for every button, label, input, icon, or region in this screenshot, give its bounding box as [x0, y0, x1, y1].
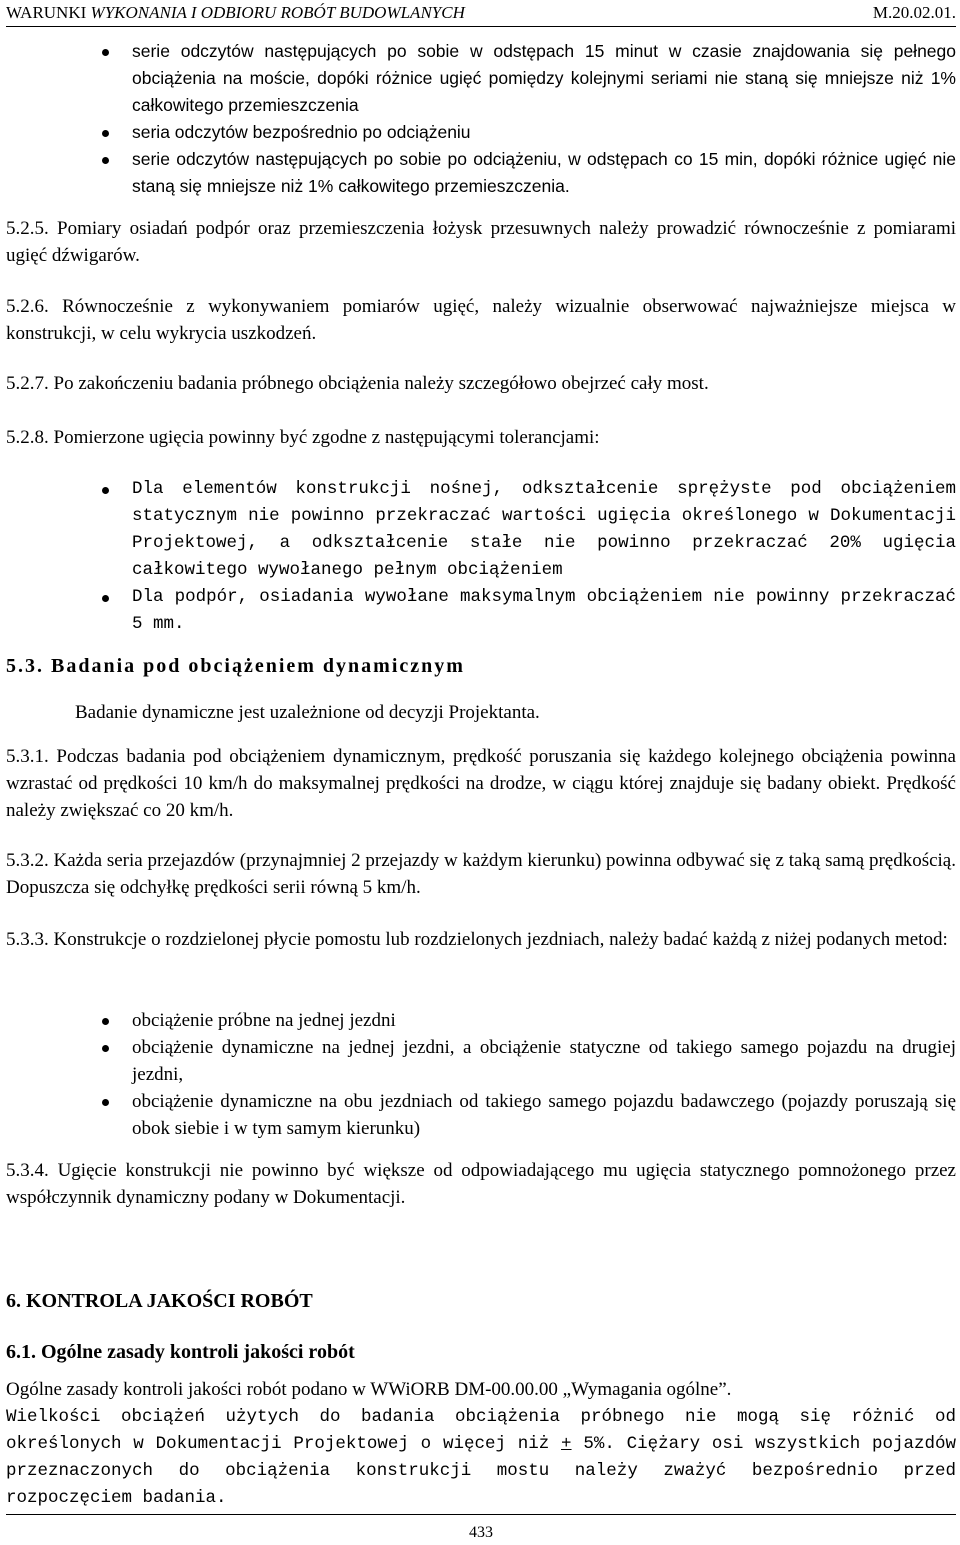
- header-title-main: WARUNKI: [6, 3, 87, 22]
- page-footer: [6, 1514, 956, 1545]
- bullet-list-readings: [96, 38, 956, 200]
- list-item: obciążenie dynamiczne na jednej jezdni, a obciążenie statyczne od takiego samego pojazdu na drugiej jezdni,: [96, 1034, 956, 1088]
- paragraph-5-3-4: 5.3.4. Ugięcie konstrukcji nie powinno być większe od odpowiadającego mu ugięcia statycznego pomnożonego przez współczynnik dynamiczny podany w Dokumentacji.: [6, 1160, 956, 1208]
- page-number: 433: [469, 1524, 493, 1541]
- loads-text-part-2: 5%. Ciężary osi wszystkich pojazdów przeznaczonych do obciążenia konstrukcji mostu należy zważyć bezpośrednio przed rozpoczęciem badania.: [6, 1434, 956, 1508]
- paragraph-5-2-5: 5.2.5. Pomiary osiadań podpór oraz przemieszczenia łożysk przesuwnych należy prowadzić równocześnie z pomiarami ugięć dźwigarów.: [6, 218, 956, 266]
- bullet-list-tolerances: [96, 476, 956, 638]
- section-heading-6: 6. KONTROLA JAKOŚCI ROBÓT: [6, 1290, 313, 1312]
- list-item: obciążenie dynamiczne na obu jezdniach od takiego samego pojazdu badawczego (pojazdy poruszają się obok siebie i w tym samym kierunku): [96, 1088, 956, 1142]
- paragraph-5-3-1: 5.3.1. Podczas badania pod obciążeniem dynamicznym, prędkość poruszania się każdego kolejnego obciążenia powinna wzrastać od prędkości 10 km/h do maksymalnej prędkości na drodze, w ciągu której znajduje się badany obiekt. Prędkość należy zwiększać co 20 km/h.: [6, 746, 956, 821]
- page-header: [6, 2, 956, 27]
- list-item: serie odczytów następujących po sobie w odstępach 15 minut w czasie znajdowania się pełnego obciążenia na moście, dopóki różnice ugięć pomiędzy kolejnymi seriami nie staną się mniejsze niż 1% całkowitego przemieszczenia: [96, 38, 956, 119]
- list-item: Dla elementów konstrukcji nośnej, odkształcenie sprężyste pod obciążeniem statycznym nie powinno przekraczać wartości ugięcia określonego w Dokumentacji Projektowej, a odkształcenie stałe nie powinno przekraczać 20% ugięcia całkowitego wywołanego pełnym obciążeniem: [96, 476, 956, 584]
- paragraph-5-3-3: 5.3.3. Konstrukcje o rozdzielonej płycie pomostu lub rozdzielonych jezdniach, należy badać każdą z niżej podanych metod:: [6, 929, 948, 950]
- paragraph-5-3-2: 5.3.2. Każda seria przejazdów (przynajmniej 2 przejazdy w każdym kierunku) powinna odbywać się z taką samą prędkością. Dopuszcza się odchyłkę prędkości serii równą 5 km/h.: [6, 850, 956, 898]
- section-heading-5-3: 5.3. Badania pod obciążeniem dynamicznym: [6, 655, 465, 677]
- header-code: M.20.02.01.: [872, 3, 956, 22]
- list-item: obciążenie próbne na jednej jezdni: [96, 1007, 956, 1034]
- bullet-list-methods: [96, 1007, 956, 1142]
- plus-minus-sign: +: [561, 1434, 572, 1454]
- loads-text-part-1: Wielkości obciążeń użytych do badania obciążenia próbnego nie mogą się różnić od określonych w Dokumentacji Projektowej o więcej niż: [6, 1407, 956, 1454]
- paragraph-6-1-loads: [6, 1404, 956, 1512]
- paragraph-5-2-8: 5.2.8. Pomierzone ugięcia powinny być zgodne z następującymi tolerancjami:: [6, 427, 600, 448]
- section-heading-6-1: 6.1. Ogólne zasady kontroli jakości robót: [6, 1341, 355, 1363]
- header-title: [6, 2, 465, 24]
- paragraph-5-2-7: 5.2.7. Po zakończeniu badania próbnego obciążenia należy szczegółowo obejrzeć cały most.: [6, 373, 709, 394]
- paragraph-5-3-intro: Badanie dynamiczne jest uzależnione od decyzji Projektanta.: [75, 702, 540, 723]
- list-item: Dla podpór, osiadania wywołane maksymalnym obciążeniem nie powinny przekraczać 5 mm.: [96, 584, 956, 638]
- list-item: serie odczytów następujących po sobie po odciążeniu, w odstępach co 15 min, dopóki różnice ugięć nie staną się mniejsze niż 1% całkowitego przemieszczenia.: [96, 146, 956, 200]
- paragraph-6-1-general: Ogólne zasady kontroli jakości robót podano w WWiORB DM-00.00.00 „Wymagania ogólne”.: [6, 1379, 732, 1400]
- list-item: seria odczytów bezpośrednio po odciążeniu: [96, 119, 956, 146]
- header-title-italic: WYKONANIA I ODBIORU ROBÓT BUDOWLANYCH: [90, 3, 465, 22]
- paragraph-5-2-6: 5.2.6. Równocześnie z wykonywaniem pomiarów ugięć, należy wizualnie obserwować najważniejsze miejsca w konstrukcji, w celu wykrycia uszkodzeń.: [6, 296, 956, 344]
